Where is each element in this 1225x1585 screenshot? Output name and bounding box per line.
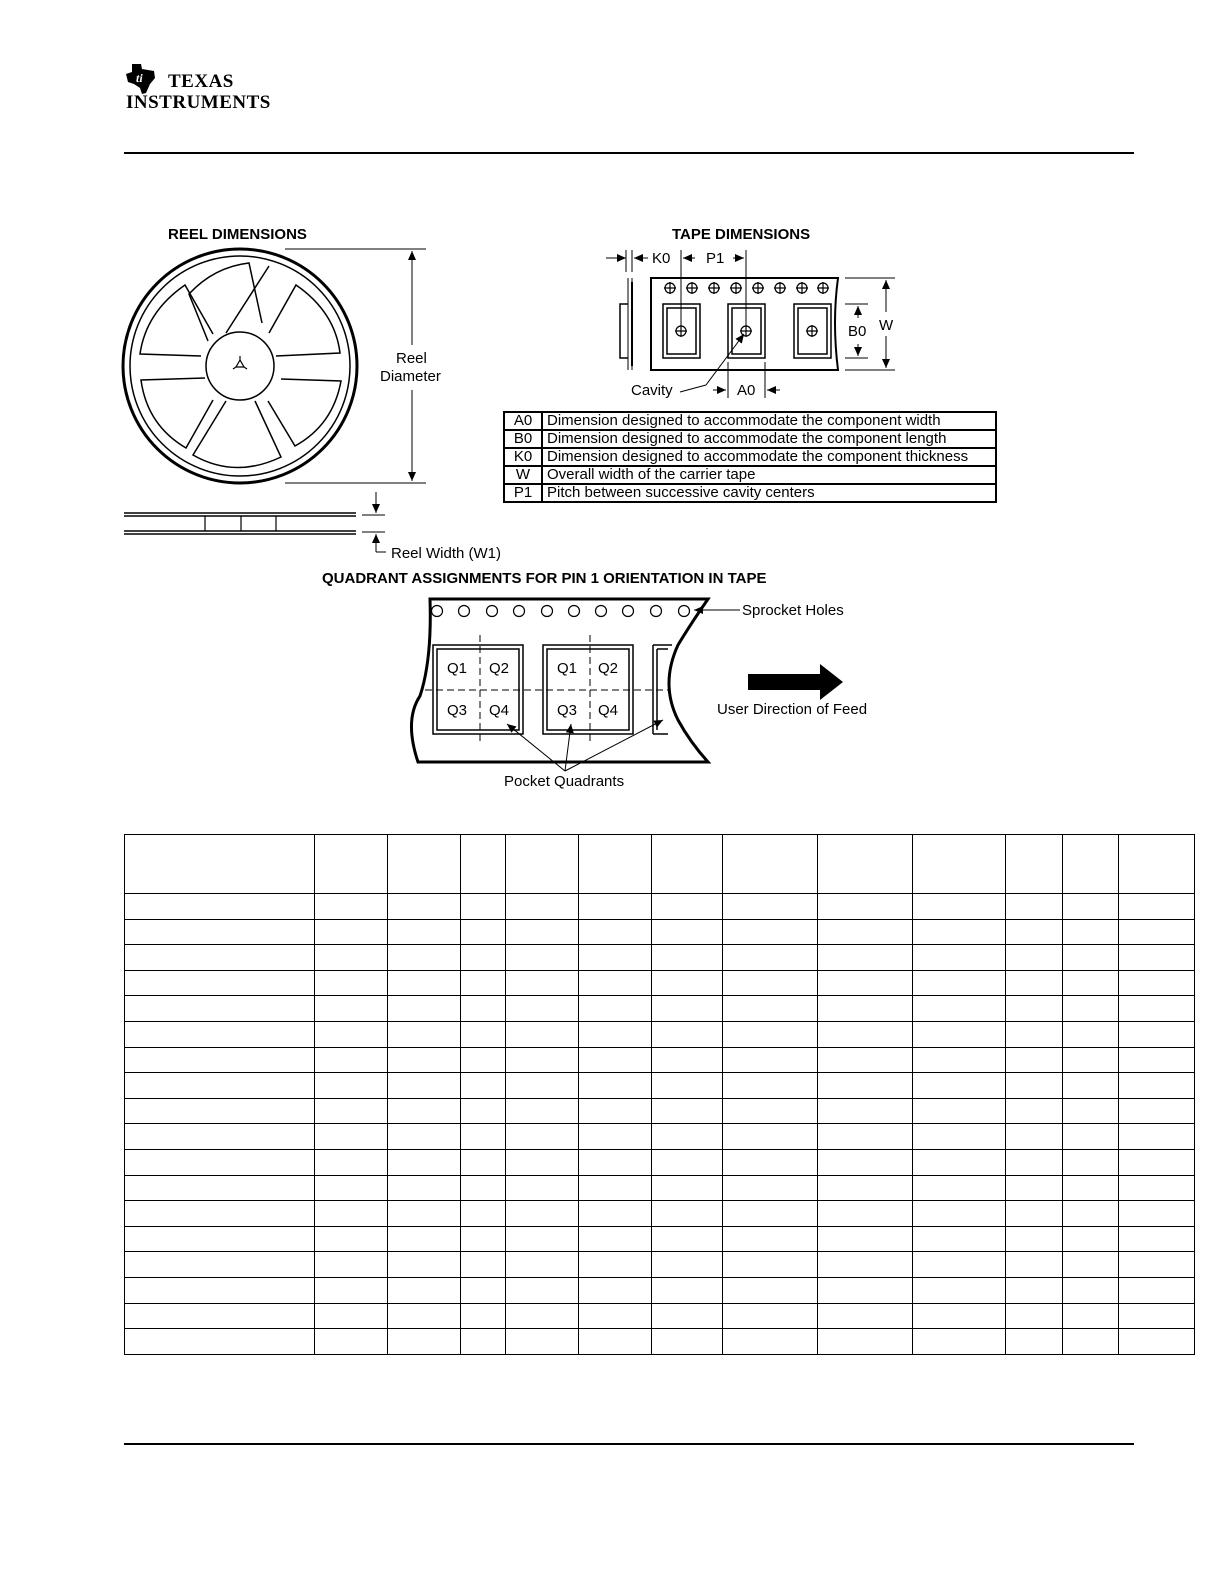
reel-width-label: Reel Width (W1) [391,545,502,562]
svg-text:ti: ti [136,71,143,85]
legend-desc: Dimension designed to accommodate the component width [542,412,996,430]
legend-desc: Dimension designed to accommodate the component length [542,430,996,448]
cavity-label: Cavity [631,382,673,399]
tape-drawing [620,278,838,370]
w-label: W [879,317,894,334]
table-row [125,894,1195,920]
legend-desc: Overall width of the carrier tape [542,466,996,484]
table-row [125,1226,1195,1252]
pocket2-q1: Q1 [557,660,578,677]
tape-dimensions-heading: TAPE DIMENSIONS [672,226,811,243]
table-row [125,1175,1195,1201]
table-row [125,945,1195,971]
legend-desc: Dimension designed to accommodate the component thickness [542,448,996,466]
pocket1-q1: Q1 [447,660,468,677]
pocket1-q4: Q4 [489,702,510,719]
legend-row [504,448,996,466]
pocket-quadrants-label: Pocket Quadrants [504,773,625,790]
legend-row [504,412,996,430]
logo-line-2: INSTRUMENTS [126,92,271,113]
pocket1-q2: Q2 [489,660,510,677]
table-row [125,1252,1195,1278]
pocket1-q3: Q3 [447,702,468,719]
table-row [125,996,1195,1022]
reel-diameter-label-2: Diameter [380,368,441,385]
legend-row [504,430,996,448]
table-row [125,1124,1195,1150]
reel-dimensions-heading: REEL DIMENSIONS [168,226,307,243]
logo-line-1: TEXAS [168,71,234,92]
reel-side-view [124,492,386,552]
feed-direction-arrow [748,664,843,700]
legend-code: W [504,466,542,484]
pocket2-q4: Q4 [598,702,619,719]
legend-desc: Pitch between successive cavity centers [542,484,996,502]
k0-label: K0 [652,250,671,267]
reel-diameter-label-1: Reel [396,350,427,367]
table-row [125,1201,1195,1227]
tape-reel-data-table [124,834,1195,1355]
pocket2-q2: Q2 [598,660,619,677]
quadrant-heading: QUADRANT ASSIGNMENTS FOR PIN 1 ORIENTATION IN TAPE [322,570,767,587]
table-row [125,1277,1195,1303]
p1-label: P1 [706,250,725,267]
tape-dimension-legend [503,411,997,503]
sprocket-holes-label: Sprocket Holes [742,602,844,619]
legend-code: P1 [504,484,542,502]
table-row [125,1303,1195,1329]
quadrant-tape-drawing [411,599,708,762]
legend-row [504,484,996,502]
table-row [125,1329,1195,1355]
legend-code: K0 [504,448,542,466]
table-row [125,1073,1195,1099]
reel-drawing [123,249,357,483]
table-row [125,1047,1195,1073]
legend-code: B0 [504,430,542,448]
table-row [125,970,1195,996]
legend-code: A0 [504,412,542,430]
pocket2-q3: Q3 [557,702,578,719]
table-row [125,1149,1195,1175]
table-row [125,1021,1195,1047]
table-row [125,919,1195,945]
feed-direction-label: User Direction of Feed [717,701,868,718]
b0-label: B0 [848,323,867,340]
a0-label: A0 [737,382,756,399]
legend-row [504,466,996,484]
table-header-row [125,835,1195,894]
footer-rule [124,1443,1134,1445]
table-row [125,1098,1195,1124]
